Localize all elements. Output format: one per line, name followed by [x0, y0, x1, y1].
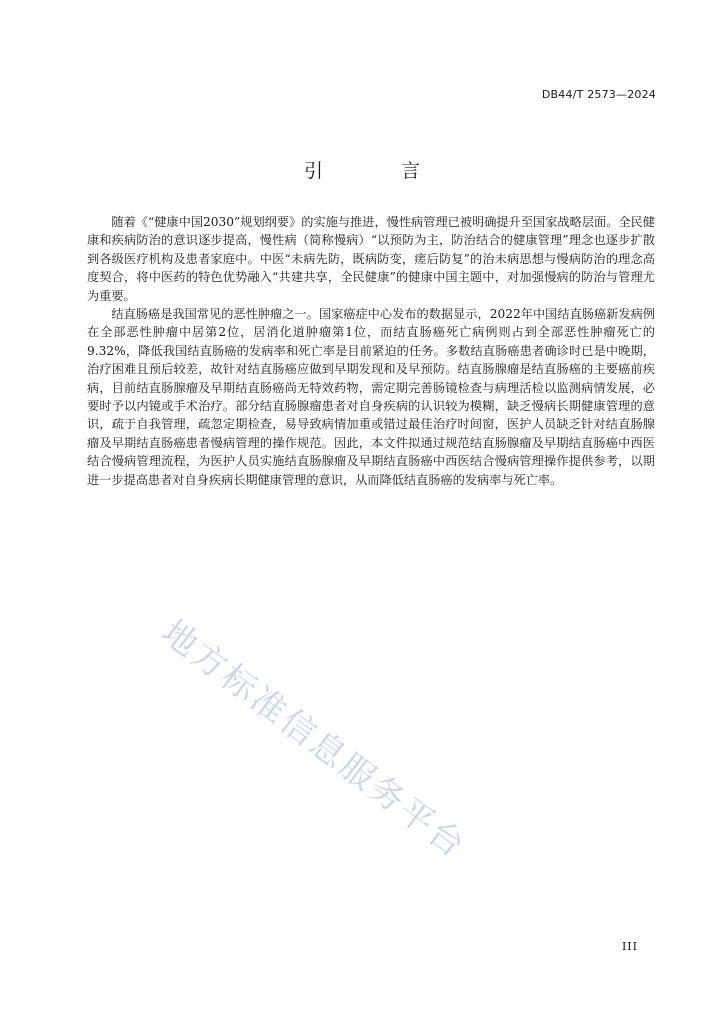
body-text — [87, 213, 655, 489]
paragraph: 随着《“健康中国2030”规划纲要》的实施与推进，慢性病管理已被明确提升至国家战略层面。全民健康和疾病防治的意识逐步提高，慢性病（简称慢病）“以预防为主，防治结合的健康管理”理念也逐步扩散到各级医疗机构及患者家庭中。中医“未病先防，既病防变，瘥后防复”的治未病思想与慢病防治的理念高度契合，将中医药的特色优势融入“共建共享，全民健康”的健康中国主题中，对加强慢病的防治与管理尤为重要。 — [87, 215, 655, 303]
section-title: 引 言 — [303, 160, 457, 182]
document-code: DB44/T 2573—2024 — [541, 88, 656, 101]
paragraph: 结直肠癌是我国常见的恶性肿瘤之一。国家癌症中心发布的数据显示，2022年中国结直肠癌新发病例在全部恶性肿瘤中居第2位，居消化道肿瘤第1位，而结直肠癌死亡病例则占到全部恶性肿瘤死亡的9.32%，降低我国结直肠癌的发病率和死亡率是目前紧迫的任务。多数结直肠癌患者确诊时已是中晚期，治疗困难且预后较差，故针对结直肠癌应做到早期发现和及早预防。结直肠腺瘤是结直肠癌的主要癌前疾病，目前结直肠腺瘤及早期结直肠癌尚无特效药物，需定期完善肠镜检查与病理活检以监测病情发展，必要时予以内镜或手术治疗。部分结直肠腺瘤患者对自身疾病的认识较为模糊，缺乏慢病长期健康管理的意识，疏于自我管理，疏忽定期检查，易导致病情加重或错过最佳治疗时间窗，医护人员缺乏针对结直肠腺瘤及早期结直肠癌患者慢病管理的操作规范。因此，本文件拟通过规范结直肠腺瘤及早期结直肠癌中西医结合慢病管理流程，为医护人员实施结直肠腺瘤及早期结直肠癌中西医结合慢病管理操作提供参考，以期进一步提高患者对自身疾病长期健康管理的意识，从而降低结直肠癌的发病率与死亡率。 — [87, 307, 655, 487]
page-number: III — [621, 940, 638, 953]
watermark: 地方标准信息服务平台 — [154, 612, 474, 868]
